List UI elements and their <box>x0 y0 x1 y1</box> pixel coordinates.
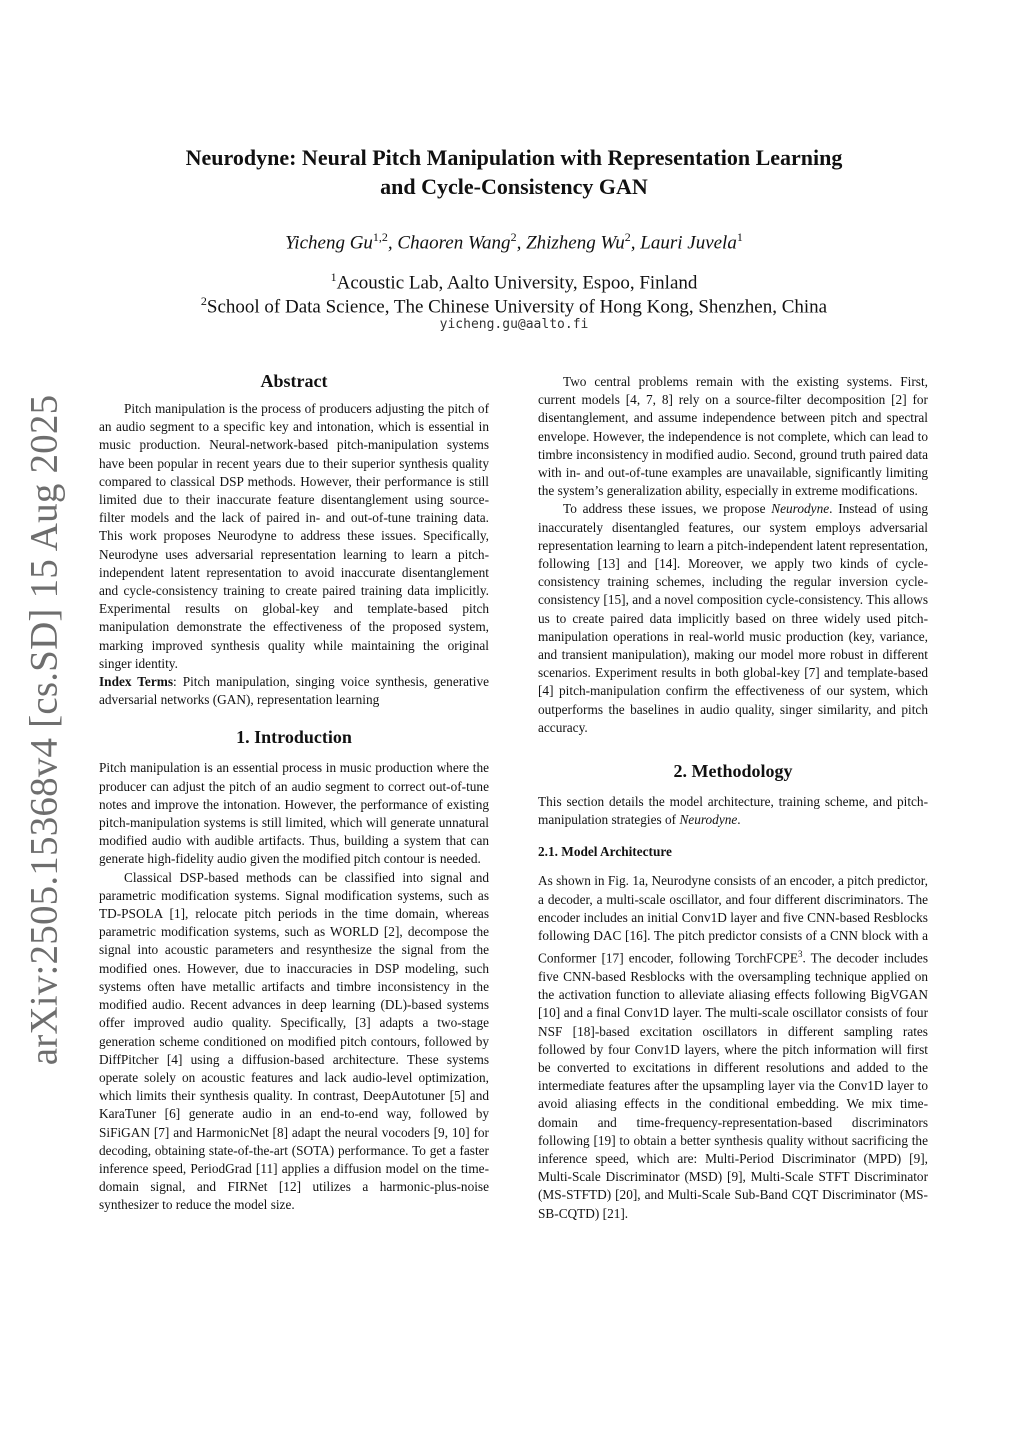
paper-title <box>100 143 928 201</box>
contact-email: yicheng.gu@aalto.fi <box>439 317 589 332</box>
index-terms-text: : Pitch manipulation, singing voice synthesis, generative adversarial networks (GAN), representation learning <box>99 674 489 708</box>
model-architecture-paragraph <box>538 872 928 1222</box>
methodology-intro <box>538 793 928 829</box>
author-list <box>100 225 928 255</box>
author-affiliation-mark: 2 <box>624 230 631 244</box>
abstract-section <box>99 400 489 709</box>
intro-paragraph-2: Classical DSP-based methods can be classified into signal and parametric modification systems. Signal modification systems, such as TD-PSOLA [1], relocate pitch periods in the time domain, whereas parametric modification systems, such as WORLD [2], decompose the signal into acoustic parameters and resynthesize the signal from the modified ones. However, due to inaccuracies in DSP modeling, such systems often have metallic artifacts and timbre inconsistency in the modified audio. Recent advances in deep learning (DL)-based systems offer improved audio quality. Specifically, [3] adapts a two-stage generation scheme conditioned on modified pitch contours, followed by DiffPitcher [4] using a diffusion-based architecture. These systems operate solely on acoustic features and lack audio-level optimization, which limits their synthesis quality. In contrast, DeepAutotuner [5] and KaraTuner [6] generate audio in an end-to-end way, followed by SiFiGAN [7] and HarmonicNet [8] adapt the neural vocoders [9, 10] for decoding, obtaining state-of-the-art (SOTA) performance. To get a faster inference speed, PeriodGrad [11] applies a diffusion model on the time-domain signal, and FIRNet [12] utilizes a harmonic-plus-noise synthesizer to reduce the model size. <box>99 869 489 1213</box>
model-architecture-heading: 2.1. Model Architecture <box>538 844 672 860</box>
system-name: Neurodyne <box>771 501 830 517</box>
paper-title-line-1: Neurodyne: Neural Pitch Manipulation with Representation Learning <box>185 145 843 170</box>
author-name: Zhizheng Wu <box>526 232 625 254</box>
author-name: Lauri Juvela <box>640 232 737 254</box>
affiliation-2 <box>100 289 928 319</box>
methodology-intro-a: This section details the model architecture, training scheme, and pitch-manipulation strategies of <box>538 794 928 828</box>
affiliation-text: Acoustic Lab, Aalto University, Espoo, Finland <box>336 272 698 294</box>
paper-title-line-2: and Cycle-Consistency GAN <box>380 174 648 199</box>
left-column <box>99 368 489 1215</box>
arxiv-sidebar-stamp <box>4 394 84 1066</box>
abstract-text: Pitch manipulation is the process of producers adjusting the pitch of an audio segment to a specific key and intonation, which is essential in music production. Neural-network-based pitch-manipulation systems have been popular in recent years due to their superior synthesis quality compared to classical DSP methods. However, their performance is still limited due to their inaccurate feature disentanglement using source-filter models and the lack of paired in- and out-of-tune training data. This work proposes Neurodyne to address these issues. Specifically, Neurodyne uses adversarial representation learning to learn a pitch-independent latent representation to avoid inaccurate disentanglement and cycle-consistency training to create paired training data implicitly. Experimental results on global-key and template-based pitch manipulation demonstrate the effectiveness of the proposed system, marking improved synthesis quality while maintaining the original singer identity. <box>99 401 489 671</box>
architecture-text-b: . The decoder includes five CNN-based Resblocks with the oversampling technique applied on the activation function to alleviate aliasing effects following BigVGAN [10] and a final Conv1D layer. The multi-scale oscillator consists of four NSF [18]-based excitation oscillators in different sampling rates followed by four Conv1D layers, where the pitch information will first be converted to excitations in different resolutions and added to the intermediate features after the upsampling layer via the Conv1D layer to avoid aliasing effects in the conditional embedding. We mix time-domain and time-frequency-representation-based discriminators following [19] to obtain a better synthesis quality without sacrificing the inference speed, which are: Multi-Period Discriminator (MPD) [9], Multi-Scale Discriminator (MSD) [9], Multi-Scale STFT Discriminator (MS-STFTD) [20], and Multi-Scale Sub-Band CQT Discriminator (MS-SB-CQTD) [21]. <box>538 950 929 1221</box>
system-name: Neurodyne <box>679 812 738 828</box>
abstract-heading: Abstract <box>260 371 328 391</box>
affiliation-text: School of Data Science, The Chinese University of Hong Kong, Shenzhen, China <box>206 296 828 318</box>
right-column <box>538 373 928 1223</box>
index-terms-label: Index Terms <box>99 674 173 690</box>
affiliation-mark: 1 <box>330 270 337 284</box>
author-separator: , <box>516 232 527 254</box>
proposal-paragraph <box>538 500 928 737</box>
author-name: Yicheng Gu <box>285 232 373 254</box>
author-name: Chaoren Wang <box>397 232 511 254</box>
arxiv-identifier: arXiv:2505.15368v4 [cs.SD] 15 Aug 2025 <box>22 394 66 1066</box>
affiliation-mark: 2 <box>200 294 207 308</box>
proposal-text-a: To address these issues, we propose <box>563 501 772 517</box>
author-affiliation-mark: 1,2 <box>372 230 388 244</box>
proposal-text-b: . Instead of using inaccurately disentangled features, our system employs adversarial representation learning to learn a pitch-independent latent representation, following [13] and [14]. Moreover, we apply two kinds of cycle-consistency training schemes, including the regular inversion cycle-consistency [15], and a novel composition cycle-consistency. This allows us to create paired data implicitly based on three widely used pitch-manipulation operations in real-world music production (key, variance, and transient manipulation), making our model more robust in different scenarios. Experiment results in both global-key [7] and template-based [4] pitch-manipulation confirm the effectiveness of our system, which outperforms the baselines in audio quality, singer similarity, and pitch accuracy. <box>538 501 928 735</box>
footnote-mark: 3 <box>797 949 803 960</box>
intro-paragraph-1: Pitch manipulation is an essential process in music production where the producer can adjust the pitch of an audio segment to correct out-of-tune notes and improve the intonation. However, the performance of existing pitch-manipulation systems is still limited, which will generate unnatural modified audio with audible artifacts. Thus, building a system that can generate high-fidelity audio given the modified pitch contour is needed. <box>99 760 489 867</box>
author-affiliation-mark: 1 <box>736 230 743 244</box>
author-separator: , <box>630 232 641 254</box>
methodology-intro-b: . <box>737 812 741 828</box>
author-separator: , <box>387 232 398 254</box>
author-affiliation-mark: 2 <box>510 230 517 244</box>
index-terms <box>99 673 489 709</box>
problems-paragraph: Two central problems remain with the existing systems. First, current models [4, 7, 8] rely on a source-filter decomposition [2] for disentanglement, and assume independence between pitch and spectral envelope. However, the independence is not complete, which can lead to timbre inconsistency in modified audio. Second, ground truth paired data with in- and out-of-tune examples are unavailable, significantly limiting the system’s generalization ability, especially in extreme modifications. <box>538 374 928 499</box>
introduction-heading: 1. Introduction <box>236 727 352 748</box>
architecture-text-a: As shown in Fig. 1a, Neurodyne consists of an encoder, a pitch predictor, a decoder, a multi-scale oscillator, and four different discriminators. The encoder includes an initial Conv1D layer and five CNN-based Resblocks following DAC [16]. The pitch predictor consists of a CNN block with a Conformer [17] encoder, following TorchFCPE <box>538 873 928 966</box>
methodology-heading: 2. Methodology <box>673 761 793 782</box>
